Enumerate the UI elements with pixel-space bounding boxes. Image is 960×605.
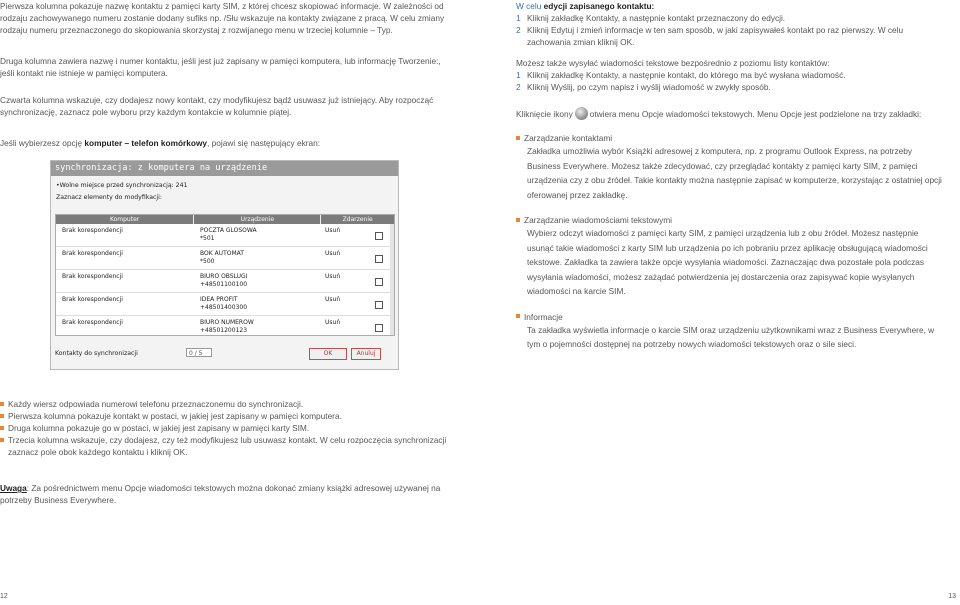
ok-button[interactable]: OK [309,348,347,360]
list-item: Każdy wiersz odpowiada numerowi telefonu przeznaczonemu do synchronizacji. [0,398,450,410]
table-row [56,270,394,293]
cell-computer: Brak korespondencji [62,296,123,303]
bottom-bullet-list [0,398,450,458]
cell-device: BIURO OBSLUGI +48501100100 [200,273,248,288]
table-scrollbar[interactable] [390,224,394,335]
sync-checkbox[interactable] [375,255,383,263]
option-post: , pojawi się następujący ekran: [207,138,321,148]
table-row [56,316,394,336]
sms-options-icon[interactable] [575,107,588,120]
sync-table [55,214,395,336]
tab-text: Zakładka umożliwia wybór Książki adresowej z komputera, np. z programu Outlook Express, na potrzeby Business Everywhere. Możesz także zdecydować, czy przeglądać kontakty z pamięci karty SIM, z pamięci urządzenia czy z obu źródeł. Takie kontakty można następnie zapisać w komputerze, korzystając z ostatniej opcji oferowanej przez zakładkę. [527,146,942,200]
table-header [56,215,394,224]
note-label: Uwaga [0,483,27,493]
cell-event: Usuń [321,247,391,269]
cell-computer: Brak korespondencji [62,319,123,326]
header-device: Urządzenie [194,215,321,224]
cell-event: Usuń [321,270,391,292]
note-text: : Za pośrednictwem menu Opcje wiadomości tekstowych można dokonać zmiany książki adresowej używanej na potrzeby Business Everywhere. [0,483,441,506]
list-item: Trzecia kolumna wskazuje, czy dodajesz, czy też modyfikujesz lub usuwasz kontakt. W celu rozpoczęcia synchronizacji zaznacz pole obok każdego kontaktu i kliknij OK. [0,434,450,458]
edit-step: 2 Kliknij Edytuj i zmień informacje w ten sam sposób, w jaki zapisywałeś kontakt po raz pierwszy. W celu zachowania zmian kliknij OK. [516,25,904,48]
icon-paragraph: Kliknięcie ikony otwiera menu Opcje wiadomości tekstowych. Menu Opcje jest podzielone na trzy zakładki: [516,109,922,120]
dialog-title: synchronizacja: z komputera na urządzenie [51,161,398,176]
sync-checkbox[interactable] [375,324,383,332]
count-value: 0 / 5 [186,348,212,357]
send-step: 2 Kliknij Wyślij, po czym napisz i wyślij wiadomość w zwykły sposób. [516,82,771,93]
page-number-right: 13 [948,593,956,600]
option-bold: komputer – telefon komórkowy [84,138,208,148]
table-row [56,247,394,270]
header-computer: Komputer [56,215,194,224]
cell-computer: Brak korespondencji [62,227,123,234]
second-column-paragraph: Druga kolumna zawiera nazwę i numer kontaktu, jeśli jest już zapisany w pamięci komputera, lub informację Tworzenie:, jeśli kontakt nie istnieje w pamięci komputera. [0,56,441,79]
sync-checkbox[interactable] [375,301,383,309]
sync-checkbox[interactable] [375,278,383,286]
tab-description [516,311,946,352]
option-paragraph [0,137,450,149]
note-paragraph [0,482,450,506]
intro-paragraph: Pierwsza kolumna pokazuje nazwę kontaktu z pamięci karty SIM, z której chcesz skopiować informacje. W zależności od rodzaju zachowywanego numeru zostanie dodany sufiks np. /Słu wskazuje na kontakty związane z pracą. W celu zmiany rodzaju numeru przeznaczonego do skopiowania skorzystaj z rozwijanego menu w trzeciej kolumnie – Typ. [0,1,445,36]
option-pre: Jeśli wybierzesz opcję [0,138,85,148]
cell-device: POCZTA GLOSOWA *501 [200,227,257,242]
cell-device: BIURO NUMEROW +48501200123 [200,319,254,334]
header-event: Zdarzenie [342,216,373,223]
tab-text: Ta zakładka wyświetla informacje o karcie SIM oraz urządzeniu użytkownikami wraz z Business Everywhere, w tym o pojemności dostępnej na potrzeby nowych wiadomości tekstowych oraz o sile sieci. [527,324,935,350]
sync-dialog-screenshot [50,160,399,370]
fourth-column-paragraph: Czwarta kolumna wskazuje, czy dodajesz nowy kontakt, czy modyfikujesz bądź usuwasz już istniejący. Aby rozpocząć synchronizację, zaznacz pole wyboru przy każdym kontakcie w kolumnie piątej. [0,95,434,118]
tab-title: Zarządzanie kontaktami [516,132,946,144]
cell-event: Usuń [321,224,391,246]
table-row [56,224,394,247]
send-step: 1 Kliknij zakładkę Kontakty, a następnie kontakt, do którego ma być wysłana wiadomość. [516,70,846,81]
edit-heading: W celu edycji zapisanego kontaktu: [516,1,655,11]
cell-computer: Brak korespondencji [62,250,123,257]
table-row [56,293,394,316]
edit-step: 1 Kliknij zakładkę Kontakty, a następnie kontakt przeznaczony do edycji. [516,13,786,24]
count-label: Kontakty do synchronizacji [55,350,138,357]
cell-computer: Brak korespondencji [62,273,123,280]
cell-event: Usuń [321,293,391,315]
cell-event: Usuń [321,316,391,336]
send-intro: Możesz także wysyłać wiadomości tekstowe bezpośrednio z poziomu listy kontaktów: [516,58,830,69]
tab-title: Informacje [516,311,946,323]
select-elements-label: Zaznacz elementy do modyfikacji: [56,193,162,201]
tab-description [516,214,946,299]
tab-title: Zarządzanie wiadomościami tekstowymi [516,214,946,226]
right-column [516,0,946,352]
cell-device: IDEA PROFIT +48501400300 [200,296,248,311]
tab-text: Wybierz odczyt wiadomości z pamięci karty SIM, z pamięci urządzenia lub z obu źródeł. Możesz następnie usunąć takie wiadomości z karty SIM lub urządzenia po ich pobraniu przez aplikację obsługującą wiadomości tekstowe. Zakładka ta zawiera także opcje wysyłania wiadomości. Zaznaczając dwa pozostałe pola podczas wysyłania wiadomości, możesz zażądać potwierdzenia jej dostarczenia oraz zapisywać kopie wysyłanych wiadomości na karcie SIM. [527,228,928,297]
list-item: Druga kolumna pokazuje go w postaci, w jakiej jest zapisany w pamięci karty SIM. [0,422,450,434]
free-space-label: •Wolne miejsce przed synchronizacją: 241 [56,182,188,189]
cancel-button[interactable]: Anuluj [351,348,381,360]
page-number-left: 12 [0,593,8,600]
list-item: Pierwsza kolumna pokazuje kontakt w postaci, w jakiej jest zapisany w pamięci komputera. [0,410,450,422]
cell-device: BOK AUTOMAT *500 [200,250,244,265]
sync-checkbox[interactable] [375,232,383,240]
tab-description [516,132,946,202]
